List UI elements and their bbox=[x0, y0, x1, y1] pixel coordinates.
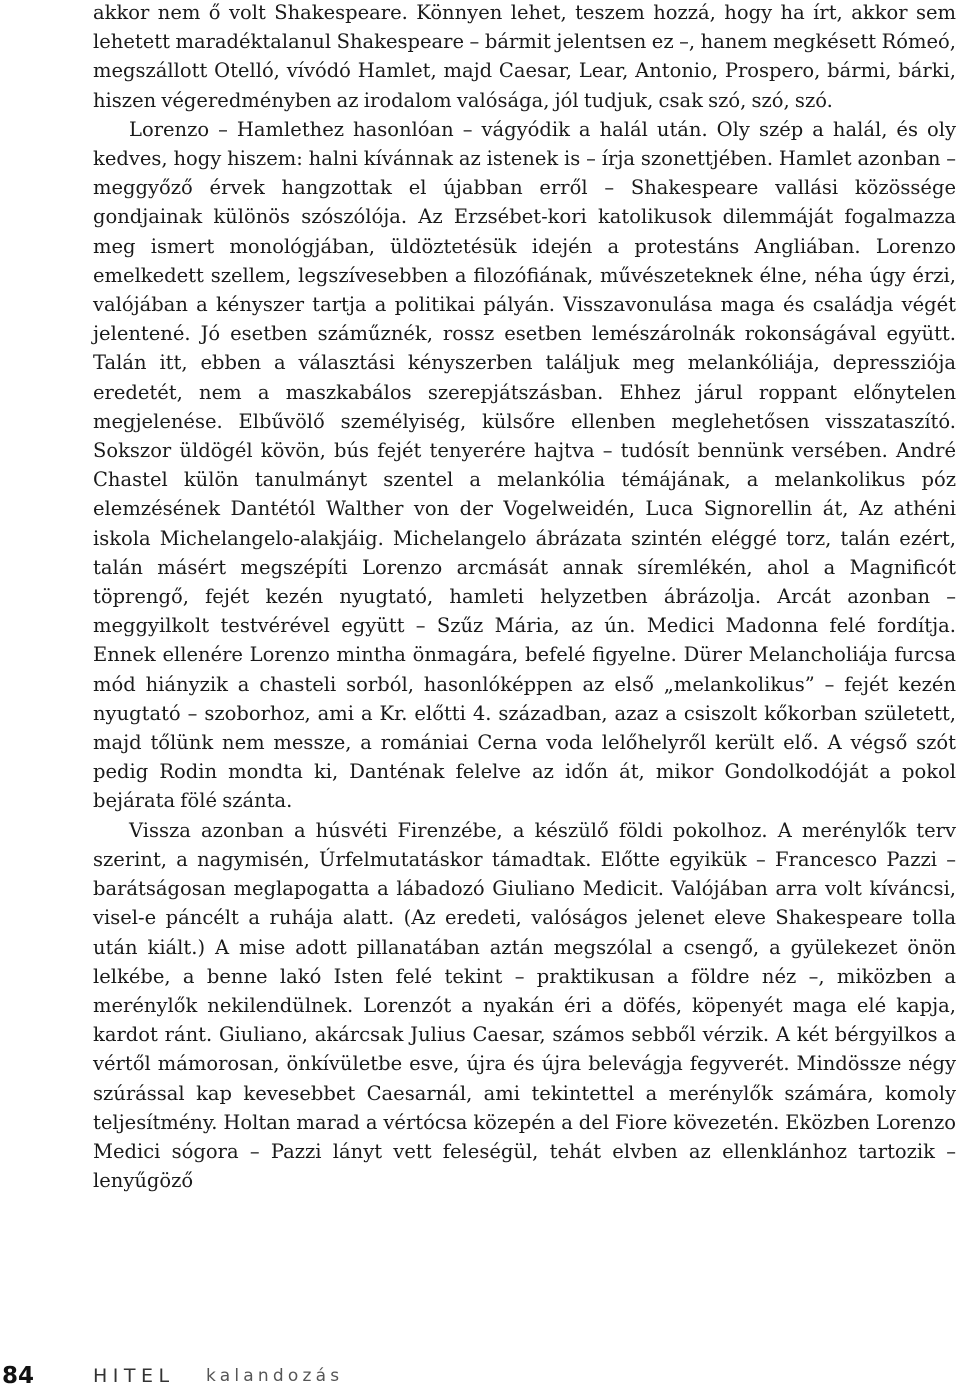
paragraph-lorenzo-melancholy: Lorenzo – Hamlethez hasonlóan – vágyódik a halál után. Oly szép a halál, és oly kedves, hogy hiszem: halni kívánnak az istenek is – írja szonettjében. Hamlet azonban – meggyőző érvek hangzottak el újabban erről – Shakespeare vallási közössége gondjainak különös szószólója. Az Erzsébet-kori katolikusok dilemmáját fogalmazza meg ismert monológjában, üldöztetésük idején a protestáns Angliában. Lorenzo emelkedett szellem, legszívesebben a filozófiának, művészeteknek élne, néha úgy érzi, valójában a kényszer tartja a politikai pályán. Visszavonulása maga és családja végét jelentené. Jó esetben száműznék, rossz esetben lemészárolnák rokonságával együtt. Talán itt, ebben a választási kényszerben találjuk meg melankóliája, depressziója eredetét, nem a maszkabálos szerepjátszásban. Ehhez járul roppant előnytelen megjelenése. Elbűvölő személyiség, külsőre ellenben meglehetősen visszataszító. Sokszor üldögél kövön, bús fejét tenyerére hajtva – tudósít bennünk versében. André Chastel külön tanulmányt szentel a melankólia témájának, a melankolikus póz elemzésének Dantétól Walther von der Vogelweidén, Luca Signorellin át, Az athéni iskola Michelangelo-alakjáig. Michelangelo ábrázata szintén eléggé torz, talán ezért, talán másért megszépíti Lorenzo arcmását annak síremlékén, ahol a Magnificót töprengő, fejét kezén nyugtató, hamleti helyzetben ábrázolja. Arcát azonban – meggyilkolt testvérével együtt – Szűz Mária, az ún. Medici Madonna felé fordítja. Ennek ellenére Lorenzo mintha önmagára, befelé figyelne. Dürer Melancholiája furcsa mód hiányzik a chasteli sorból, hasonlóképpen az első „melankolikus” – fejét kezén nyugtató – szoborhoz, ami a Kr. előtti 4. században, azaz a csiszolt kőkorban született, majd tőlünk nem messze, a romániai Cerna voda lelőhelyről került elő. A végső szót pedig Rodin mondta ki, Danténak felelve az időn át, mikor Gondolkodóját a pokol bejárata fölé szánta. bbox=[93, 117, 956, 813]
paragraph-continued: akkor nem ő volt Shakespeare. Könnyen lehet, teszem hozzá, hogy ha írt, akkor sem lehetett maradéktalanul Shakespeare – bármit jelentsen ez –, hanem megkésett Rómeó, megszállott Otelló, vívódó Hamlet, majd Caesar, Lear, Antonio, Prospero, bármi, bárki, hiszen végeredményben az irodalom valósága, jól tudjuk, csak szó, szó, szó. bbox=[93, 1, 956, 112]
article-body bbox=[93, 0, 956, 1195]
page-number: 84 bbox=[2, 1363, 35, 1389]
page-footer bbox=[0, 1362, 960, 1390]
section-rubric: kalandozás bbox=[206, 1366, 344, 1386]
journal-title: HITEL bbox=[93, 1365, 175, 1387]
paragraph-easter-florence: Vissza azonban a húsvéti Firenzébe, a készülő földi pokolhoz. A merénylők terv szerint, a nagymisén, Úrfelmutatáskor támadtak. Előtte egyikük – Francesco Pazzi – barátságosan meglapogatta a lábadozó Giuliano Medicit. Valójában arra volt kíváncsi, visel-e páncélt a ruhája alatt. (Az eredeti, valóságos jelenet eleve Shakespeare tolla után kiált.) A mise adott pillanatában aztán megszólal a csengő, a gyülekezet önön lelkébe, a benne lakó Isten felé tekint – praktikusan a földre néz –, miközben a merénylők nekilendülnek. Lorenzót a nyakán éri a döfés, köpenyét maga elé kapja, kardot ránt. Giuliano, akárcsak Julius Caesar, számos sebből vérzik. A két bérgyilkos a vértől mámorosan, önkívületbe esve, újra és újra belevágja fegyverét. Mindössze négy szúrással kap kevesebbet Caesarnál, ami tekintettel a merénylők számára, komoly teljesítmény. Holtan marad a vértócsa közepén a del Fiore kövezetén. Eközben Lorenzo Medici sógora – Pazzi lányt vett feleségül, tehát elvben az ellenklánhoz tartozik – lenyűgöző bbox=[93, 818, 956, 1193]
